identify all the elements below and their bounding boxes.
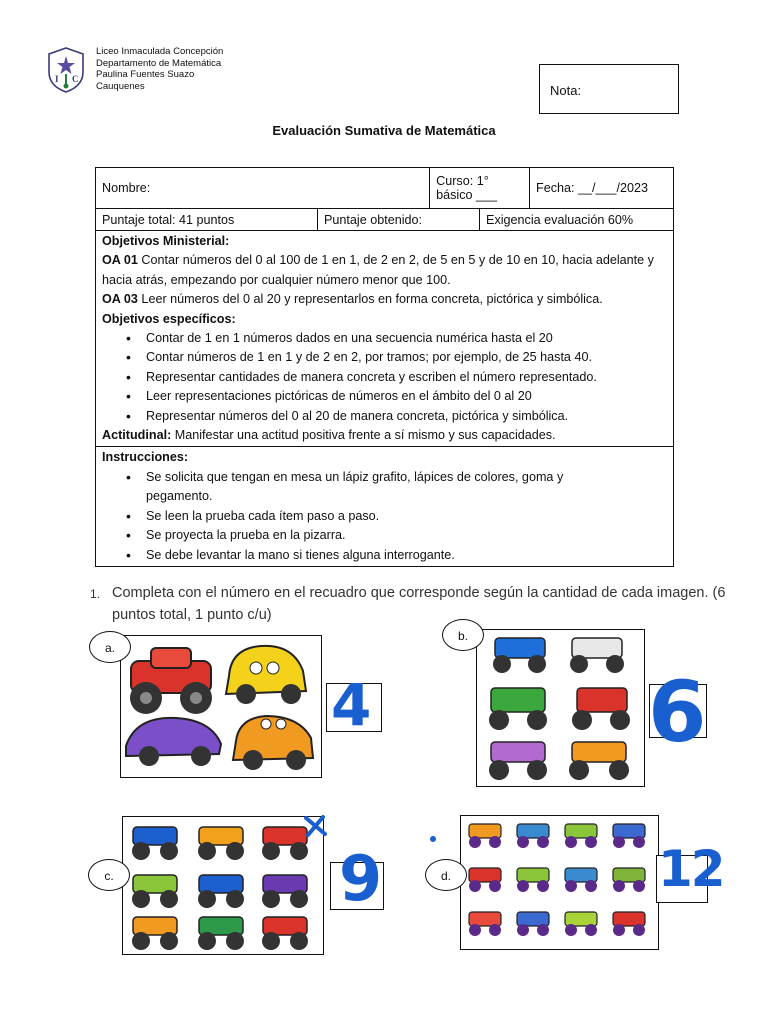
name-field[interactable]: Nombre: bbox=[96, 168, 430, 209]
answer-a: 4 bbox=[331, 671, 372, 739]
school-header bbox=[96, 46, 223, 92]
trucks-image-b bbox=[476, 629, 645, 787]
list-item: • Leer representaciones pictóricas de números en el ámbito del 0 al 20 bbox=[146, 387, 667, 406]
instructions-list bbox=[102, 468, 667, 565]
svg-text:I: I bbox=[55, 74, 59, 84]
page-title: Evaluación Sumativa de Matemática bbox=[272, 123, 496, 138]
list-item: • Representar números del 0 al 20 de manera concreta, pictórica y simbólica. bbox=[146, 407, 667, 426]
list-item: • Representar cantidades de manera concreta y escriben el número representado. bbox=[146, 368, 667, 387]
course-field[interactable]: Curso: 1° básico ___ bbox=[430, 168, 530, 209]
objective-oa01: OA 01 Contar números del 0 al 100 de 1 en 1, de 2 en 2, de 5 en 5 y de 10 en 10, hacia adelante y hacia atrás, empezando por cualquier número menor que 100. bbox=[102, 253, 654, 287]
school-logo bbox=[46, 46, 86, 94]
specific-objectives-heading: Objetivos específicos: bbox=[102, 311, 236, 326]
list-item: • Contar números de 1 en 1 y de 2 en 2, por tramos; por ejemplo, de 25 hasta 40. bbox=[146, 348, 667, 367]
grade-label: Nota: bbox=[550, 83, 582, 98]
objective-oa03: OA 03 Leer números del 0 al 20 y representarlos en forma concreta, pictórica y simbólica. bbox=[102, 292, 603, 307]
teacher-name: Paulina Fuentes Suazo bbox=[96, 69, 195, 80]
city-name: Cauquenes bbox=[96, 80, 145, 92]
student-info-table bbox=[95, 167, 674, 567]
question-text: Completa con el número en el recuadro que corresponde según la cantidad de cada imagen. (6 puntos total, 1 punto c/u) bbox=[112, 585, 726, 623]
item-label-b: b. bbox=[442, 619, 484, 651]
specific-objectives-list bbox=[102, 329, 667, 426]
item-label-a: a. bbox=[89, 631, 131, 663]
answer-b: 6 bbox=[648, 663, 707, 761]
requirement: Exigencia evaluación 60% bbox=[480, 209, 674, 231]
list-item: • Contar de 1 en 1 números dados en una secuencia numérica hasta el 20 bbox=[146, 329, 667, 348]
list-item: • Se debe levantar la mano si tienes alguna interrogante. bbox=[146, 546, 607, 565]
list-item: • Se leen la prueba cada ítem paso a paso. bbox=[146, 507, 607, 526]
list-item: • Se solicita que tengan en mesa un lápiz grafito, lápices de colores, goma y pegamento. bbox=[146, 468, 607, 507]
trucks-image-d bbox=[460, 815, 659, 950]
pen-mark bbox=[303, 814, 329, 838]
total-score: Puntaje total: 41 puntos bbox=[96, 209, 318, 231]
date-field[interactable]: Fecha: __/___/2023 bbox=[530, 168, 674, 209]
list-item: • Se proyecta la prueba en la pizarra. bbox=[146, 526, 607, 545]
obtained-score-field[interactable]: Puntaje obtenido: bbox=[318, 209, 480, 231]
instructions-heading: Instrucciones: bbox=[102, 450, 189, 465]
instructions-section bbox=[96, 447, 674, 566]
school-name: Liceo Inmaculada Concepción bbox=[96, 46, 224, 57]
answer-d: 12 bbox=[658, 840, 724, 898]
item-label-c: c. bbox=[88, 859, 130, 891]
answer-c: 9 bbox=[339, 842, 383, 915]
cars-image-a bbox=[120, 635, 322, 778]
objectives-section bbox=[96, 231, 674, 447]
trucks-image-c bbox=[122, 816, 324, 955]
question-1 bbox=[90, 582, 730, 626]
pen-dot bbox=[430, 836, 436, 842]
item-label-d: d. bbox=[425, 859, 467, 891]
objectives-heading: Objetivos Ministerial: bbox=[102, 234, 230, 248]
svg-text:C: C bbox=[72, 74, 79, 84]
department-name: Departamento de Matemática bbox=[96, 57, 222, 69]
question-number: 1. bbox=[90, 587, 101, 601]
attitudinal-objective: Actitudinal: Manifestar una actitud positiva frente a sí mismo y sus capacidades. bbox=[102, 428, 556, 443]
grade-box[interactable] bbox=[539, 64, 679, 114]
